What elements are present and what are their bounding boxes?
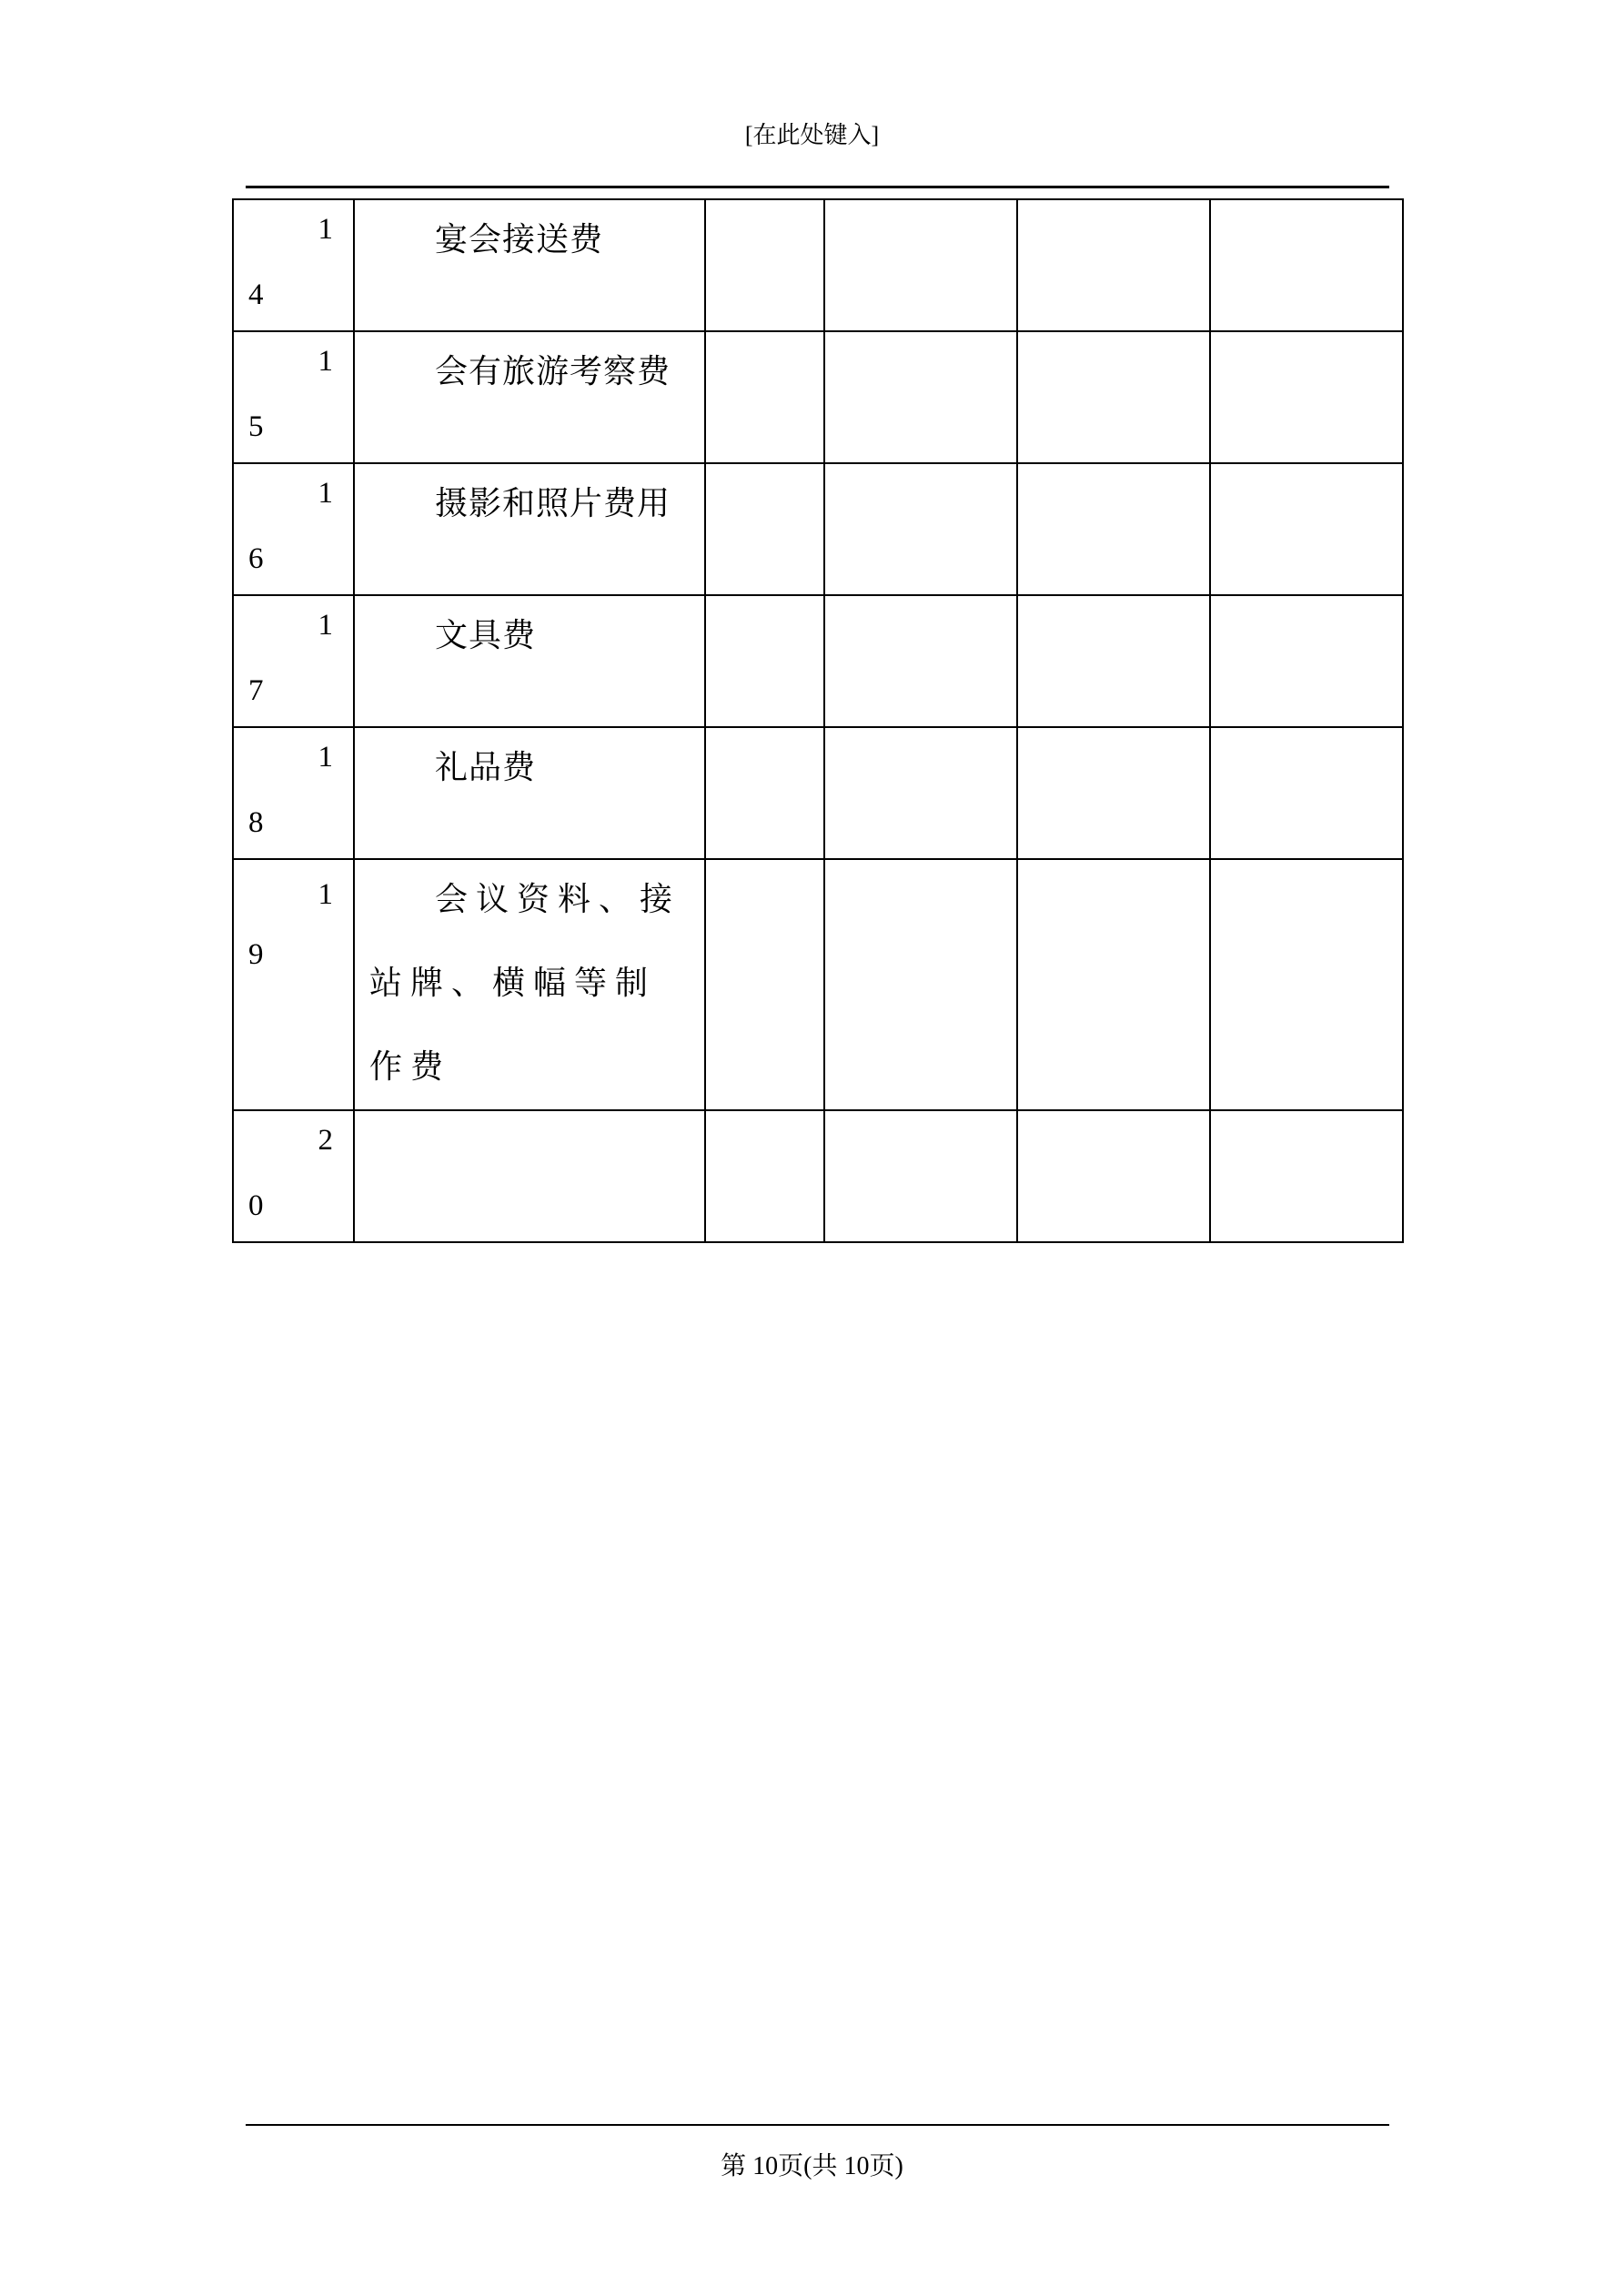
footer-rule [246, 2124, 1389, 2126]
header-rule [246, 186, 1389, 188]
cost-table [232, 198, 1404, 1243]
item-name-cell [354, 859, 705, 1110]
empty-cell [824, 331, 1017, 463]
table-row [233, 199, 1403, 331]
row-number-digit-1: 1 [318, 477, 333, 510]
empty-cell [1017, 595, 1210, 727]
item-name-cell [354, 331, 705, 463]
item-name-cell [354, 727, 705, 859]
row-number-digit-1: 1 [318, 609, 333, 642]
row-number-digit-2: 9 [248, 938, 264, 971]
table-row [233, 727, 1403, 859]
row-number-cell [233, 727, 354, 859]
row-number-cell [233, 199, 354, 331]
row-number-digit-1: 1 [318, 878, 333, 911]
empty-cell [1210, 331, 1403, 463]
item-name-cell [354, 1110, 705, 1242]
empty-cell [1210, 463, 1403, 595]
row-number-digit-2: 5 [248, 410, 264, 443]
empty-cell [705, 1110, 824, 1242]
row-number-digit-1: 1 [318, 213, 333, 246]
table-row [233, 1110, 1403, 1242]
table-row [233, 859, 1403, 1110]
empty-cell [1017, 199, 1210, 331]
row-number-digit-2: 7 [248, 674, 264, 707]
table-row [233, 595, 1403, 727]
empty-cell [824, 595, 1017, 727]
row-number-digit-1: 1 [318, 741, 333, 774]
empty-cell [824, 199, 1017, 331]
empty-cell [1210, 595, 1403, 727]
item-name: 礼品费 [435, 749, 537, 786]
item-name [355, 1111, 704, 1135]
empty-cell [705, 331, 824, 463]
empty-cell [1210, 859, 1403, 1110]
item-name-cell [354, 463, 705, 595]
row-number-digit-1: 2 [318, 1124, 333, 1157]
empty-cell [705, 199, 824, 331]
row-number-cell [233, 595, 354, 727]
empty-cell [1017, 331, 1210, 463]
row-number-digit-2: 4 [248, 278, 264, 311]
row-number-cell [233, 1110, 354, 1242]
empty-cell [705, 727, 824, 859]
empty-cell [1210, 199, 1403, 331]
empty-cell [824, 859, 1017, 1110]
page-footer: 第 10页(共 10页) [721, 2152, 903, 2180]
item-name: 文具费 [435, 617, 537, 654]
row-number-digit-2: 8 [248, 806, 264, 839]
item-name: 会有旅游考察费 [435, 353, 671, 390]
empty-cell [1017, 1110, 1210, 1242]
row-number-cell [233, 331, 354, 463]
empty-cell [705, 859, 824, 1110]
empty-cell [1210, 727, 1403, 859]
row-number-cell [233, 463, 354, 595]
empty-cell [1017, 463, 1210, 595]
page-header: [在此处键入] [744, 122, 880, 148]
row-number-cell [233, 859, 354, 1110]
row-number-digit-2: 0 [248, 1189, 264, 1222]
empty-cell [1017, 727, 1210, 859]
item-name: 摄影和照片费用 [435, 485, 671, 522]
empty-cell [1210, 1110, 1403, 1242]
empty-cell [705, 463, 824, 595]
empty-cell [1017, 859, 1210, 1110]
table-row [233, 463, 1403, 595]
empty-cell [705, 595, 824, 727]
table-row [233, 331, 1403, 463]
row-number-digit-2: 6 [248, 542, 264, 575]
empty-cell [824, 727, 1017, 859]
empty-cell [824, 463, 1017, 595]
item-name-cell [354, 199, 705, 331]
row-number-digit-1: 1 [318, 345, 333, 378]
empty-cell [824, 1110, 1017, 1242]
item-name: 会议资料、接站牌、横幅等制作费 [369, 881, 681, 1086]
item-name-cell [354, 595, 705, 727]
item-name: 宴会接送费 [435, 221, 604, 258]
